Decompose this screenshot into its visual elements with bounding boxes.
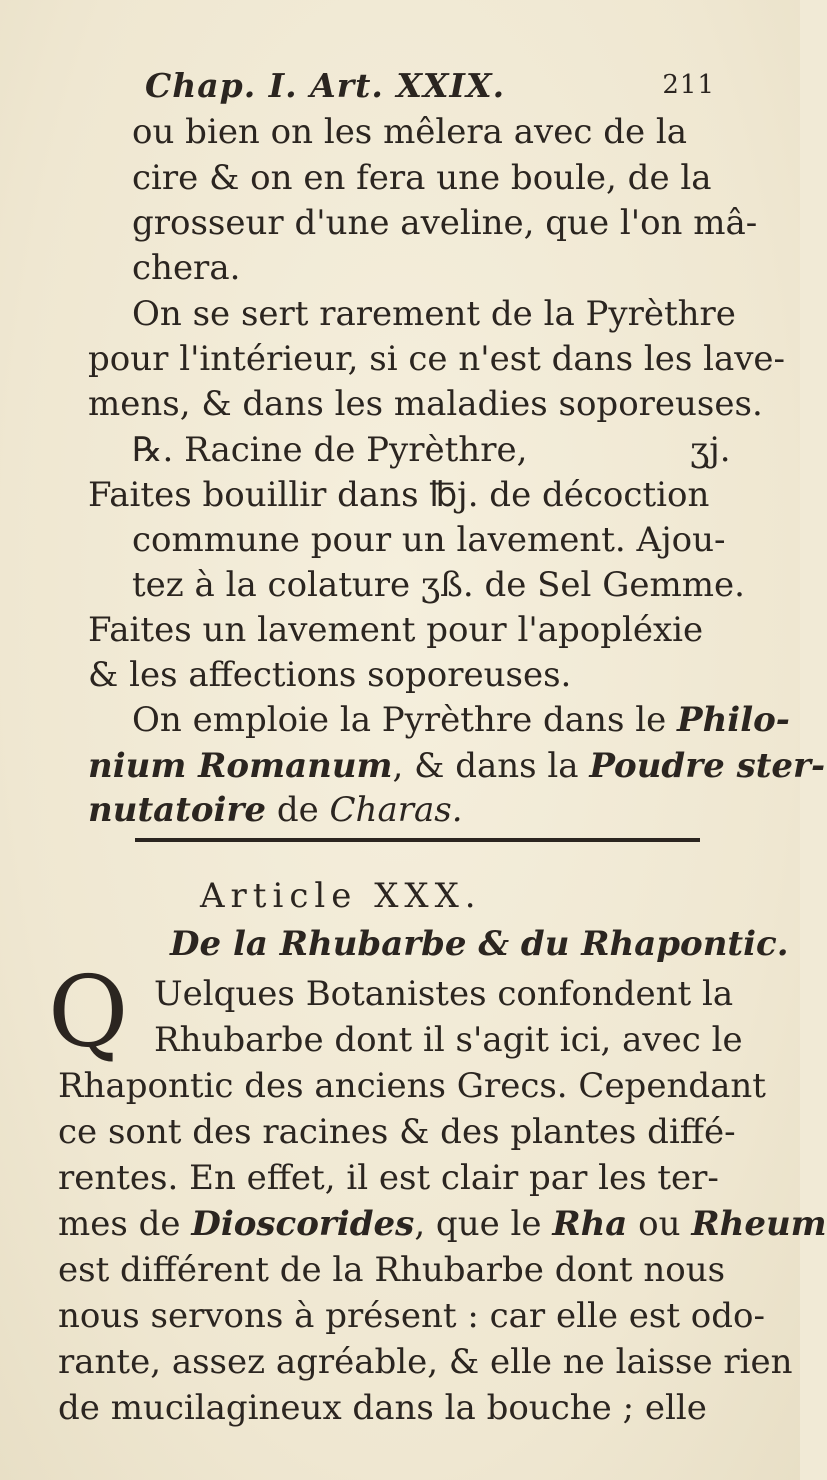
text-line: pour l'intérieur, si ce n'est dans les lave- [88,339,786,379]
text-line: Rhapontic des anciens Grecs. Cependant [58,1066,766,1106]
article-subtitle: De la Rhubarbe & du Rhapontic. [170,924,789,964]
text-line: mens, & dans les maladies soporeuses. [88,384,763,424]
drop-cap: Q [48,956,129,1070]
prescription-dose: ʒj. [690,430,731,470]
text-line: nium Romanum, & dans la Poudre ster- [88,746,826,786]
author-name: Dioscorides [191,1204,415,1244]
text-line: rante, assez agréable, & elle ne laisse rien [58,1342,793,1382]
prescription-line: ℞. Racine de Pyrèthre, [132,430,528,470]
text-line: mes de Dioscorides, que le Rha ou Rheum [58,1204,827,1244]
author-name: Charas. [329,790,463,830]
text-line: tez à la colature ʒß. de Sel Gemme. [132,565,745,605]
work-title: nutatoire [88,790,267,830]
work-title: Poudre ster- [589,746,826,786]
text-line: cire & on en fera une boule, de la [132,158,712,198]
text-line: Rhubarbe dont il s'agit ici, avec le [154,1020,743,1060]
text-line: rentes. En effet, il est clair par les ter- [58,1158,719,1198]
term: Rha [552,1204,628,1244]
text-line: commune pour un lavement. Ajou- [132,520,726,560]
text-line: On se sert rarement de la Pyrèthre [132,294,736,334]
text-line: Faites un lavement pour l'apopléxie [88,610,704,650]
text-line: On emploie la Pyrèthre dans le Philo- [132,700,790,740]
work-title: Philo- [677,700,790,740]
text-line: ou bien on les mêlera avec de la [132,112,688,152]
text-line: nous servons à présent : car elle est odo- [58,1296,765,1336]
text-line: Uelques Botanistes confondent la [154,974,734,1014]
text-line: & les affections soporeuses. [88,655,572,695]
text-line: ce sont des racines & des plantes diffé- [58,1112,736,1152]
text-line: de mucilagineux dans la bouche ; elle [58,1388,707,1428]
text-line: Faites bouillir dans ℔j. de décoction [88,475,710,515]
work-title: nium Romanum [88,746,393,786]
chapter-title: Chap. I. Art. XXIX. [145,66,506,105]
page-number: 211 [662,70,715,100]
text-line: chera. [132,248,241,288]
term: Rheum [691,1204,827,1244]
text-line: nutatoire de Charas. [88,790,463,830]
text-line: grosseur d'une aveline, que l'on mâ- [132,203,758,243]
article-heading: Article XXX. [200,876,482,916]
text-line: est différent de la Rhubarbe dont nous [58,1250,726,1290]
